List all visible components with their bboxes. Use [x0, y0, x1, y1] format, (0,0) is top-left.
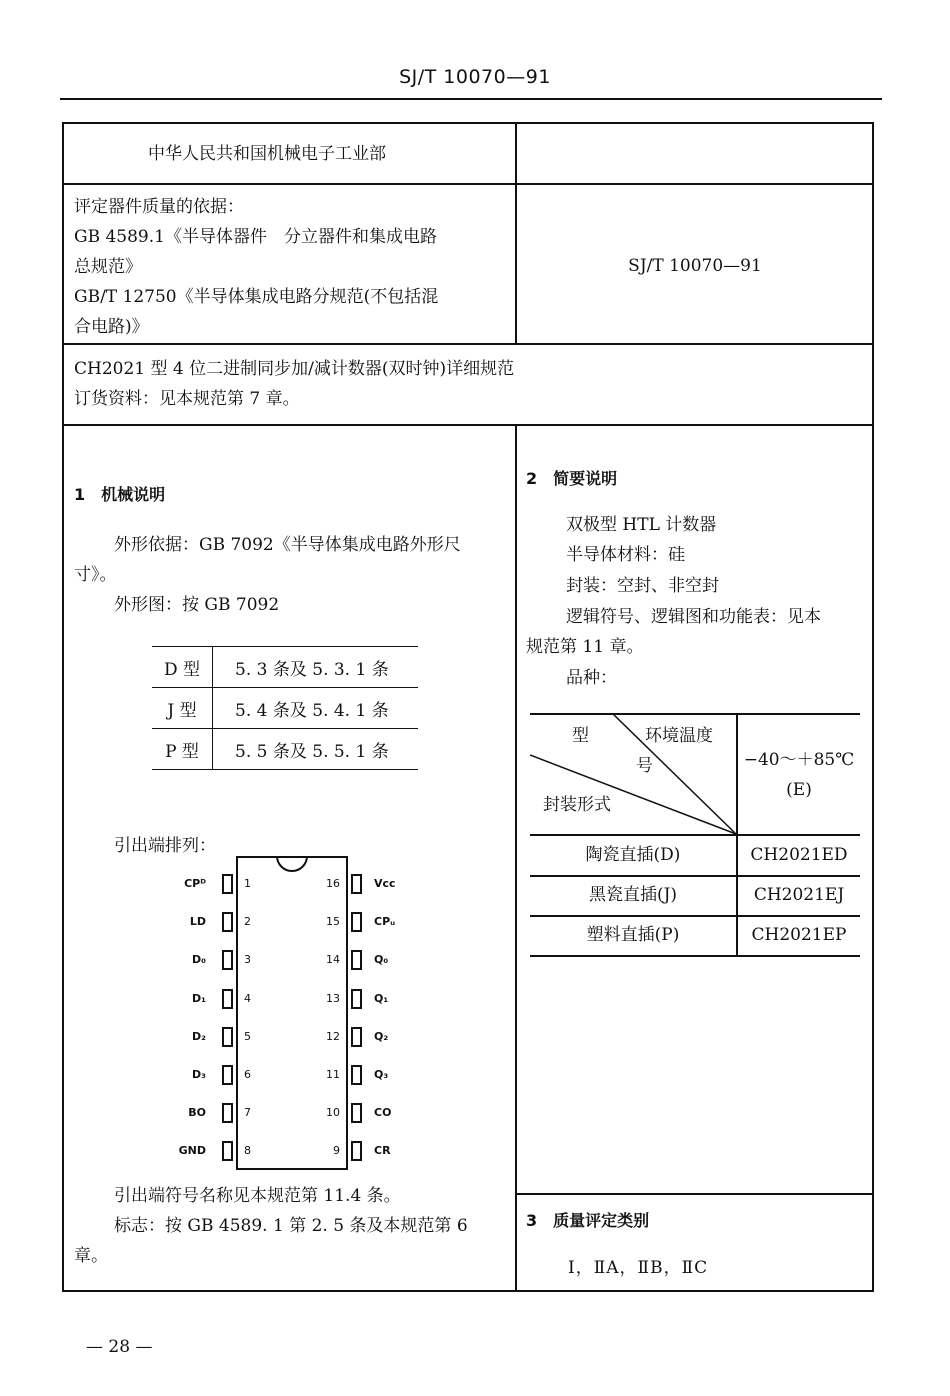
- pin-symbol-note: 引出端符号名称见本规范第 11.4 条。: [114, 1186, 401, 1206]
- package-ref: 5. 3 条及 5. 3. 1 条: [213, 647, 419, 688]
- column-divider-body: [515, 424, 517, 1292]
- quality-categories: Ⅰ，ⅡA，ⅡB，ⅡC: [568, 1258, 709, 1278]
- brief-line: 封装：空封、非空封: [566, 576, 719, 596]
- pin-lead: [222, 989, 233, 1009]
- pin-number: 10: [326, 1106, 340, 1120]
- pin-number: 9: [333, 1144, 340, 1158]
- pin-lead: [351, 950, 362, 970]
- outline-basis-line2: 寸》。: [74, 565, 117, 585]
- pin-name: CR: [374, 1144, 391, 1158]
- pin-lead: [222, 1027, 233, 1047]
- diag-temp-label: 环境温度: [645, 726, 713, 746]
- pin-name: Q₃: [374, 1068, 389, 1081]
- package-table: [152, 646, 418, 770]
- pin-name: Q₁: [374, 991, 389, 1005]
- package-ref: 5. 4 条及 5. 4. 1 条: [213, 688, 419, 729]
- brief-line: 双极型 HTL 计数器: [566, 515, 717, 535]
- pin1-notch: [276, 856, 308, 876]
- pin-name: D₀: [192, 953, 206, 967]
- diag-num-label: 号: [636, 756, 653, 776]
- pin-lead: [222, 950, 233, 970]
- variant-package: 陶瓷直插(D): [585, 845, 681, 865]
- marking-line1: 标志：按 GB 4589. 1 第 2. 5 条及本规范第 6: [114, 1216, 468, 1236]
- pin-name: Vcc: [374, 877, 396, 890]
- page-number: — 28 —: [86, 1337, 153, 1357]
- diag-type-label: 型: [572, 726, 589, 746]
- outline-basis-line1: 外形依据：GB 7092《半导体集成电路外形尺: [114, 535, 461, 555]
- dip16-package: [236, 856, 348, 1170]
- basis-line: GB 4589.1《半导体器件 分立器件和集成电路: [74, 227, 437, 247]
- pin-name: GND: [178, 1144, 206, 1158]
- variant-part-number: CH2021EJ: [753, 885, 845, 905]
- pin-number: 3: [244, 953, 251, 967]
- pin-name: CO: [374, 1106, 392, 1120]
- column-divider-top: [515, 122, 517, 344]
- temp-range: −40～＋85℃: [743, 750, 855, 770]
- section2-heading: 2 简要说明: [526, 469, 618, 488]
- marking-line2: 章。: [74, 1246, 108, 1266]
- basis-line: 合电路)》: [74, 317, 149, 337]
- brief-line: 半导体材料：硅: [566, 545, 685, 565]
- variant-table-bottom: [530, 955, 860, 957]
- outline-drawing: 外形图：按 GB 7092: [114, 595, 280, 615]
- pin-name: Q₂: [374, 1029, 389, 1043]
- pin-number: 13: [326, 991, 340, 1005]
- pin-lead: [222, 1065, 233, 1085]
- header-doc-number: SJ/T 10070—91: [399, 66, 551, 88]
- section3-divider: [515, 1193, 874, 1195]
- table-row: [152, 688, 418, 729]
- variant-package: 塑料直插(P): [586, 925, 680, 945]
- variant-part-number: CH2021EP: [751, 925, 847, 945]
- pin-number: 1: [244, 877, 251, 890]
- spec-number: SJ/T 10070—91: [628, 256, 762, 276]
- pin-name: BO: [188, 1106, 206, 1120]
- basis-line: 总规范》: [74, 257, 142, 277]
- ordering-info: 订货资料：见本规范第 7 章。: [74, 389, 300, 409]
- package-type: J 型: [152, 688, 213, 729]
- pin-lead: [222, 1141, 233, 1161]
- pin-name: Q₀: [374, 953, 389, 967]
- pin-name: D₂: [192, 1029, 206, 1043]
- row-divider-2: [62, 343, 874, 345]
- pin-number: 14: [326, 953, 340, 967]
- pin-name: CPᴰ: [184, 877, 206, 890]
- pin-lead: [351, 1027, 362, 1047]
- pin-number: 12: [326, 1029, 340, 1043]
- pin-lead: [222, 912, 233, 932]
- pin-lead: [351, 989, 362, 1009]
- row-divider-1: [62, 183, 874, 185]
- pin-name: D₁: [192, 991, 206, 1005]
- temp-code: (E): [786, 780, 812, 800]
- pin-lead: [351, 1103, 362, 1123]
- package-type: P 型: [152, 729, 213, 770]
- pin-lead: [222, 1103, 233, 1123]
- variant-package: 黑瓷直插(J): [588, 885, 678, 905]
- row-divider-3: [62, 424, 874, 426]
- section3-heading: 3 质量评定类别: [526, 1211, 650, 1230]
- pin-number: 11: [326, 1068, 340, 1081]
- pin-number: 8: [244, 1144, 251, 1158]
- basis-line: GB/T 12750《半导体集成电路分规范(不包括混: [74, 287, 439, 307]
- brief-line: 品种：: [566, 668, 617, 688]
- package-ref: 5. 5 条及 5. 5. 1 条: [213, 729, 419, 770]
- variant-table-rule: [530, 875, 860, 877]
- pin-lead: [351, 912, 362, 932]
- pin-name: LD: [189, 915, 206, 929]
- section1-heading: 1 机械说明: [74, 485, 166, 504]
- variant-part-number: CH2021ED: [750, 845, 848, 865]
- basis-line: 评定器件质量的依据：: [74, 197, 244, 217]
- spec-title: CH2021 型 4 位二进制同步加/减计数器(双时钟)详细规范: [74, 359, 515, 379]
- pin-number: 6: [244, 1068, 251, 1081]
- brief-line: 规范第 11 章。: [526, 637, 644, 657]
- package-type: D 型: [152, 647, 213, 688]
- pin-number: 7: [244, 1106, 251, 1120]
- pin-name: D₃: [192, 1068, 206, 1081]
- brief-line: 逻辑符号、逻辑图和功能表：见本: [566, 607, 821, 627]
- variant-table-rule: [530, 915, 860, 917]
- pin-lead: [351, 874, 362, 894]
- table-row: [152, 729, 418, 770]
- table-row: [152, 647, 418, 688]
- diag-pkg-label: 封装形式: [543, 795, 611, 815]
- pin-number: 16: [326, 877, 340, 890]
- pin-lead: [222, 874, 233, 894]
- ministry-name: 中华人民共和国机械电子工业部: [148, 144, 386, 164]
- header-rule: [60, 98, 882, 100]
- pinout-label: 引出端排列：: [114, 836, 216, 856]
- pin-number: 2: [244, 915, 251, 929]
- pin-lead: [351, 1141, 362, 1161]
- pin-number: 15: [326, 915, 340, 929]
- quality-basis: [74, 192, 438, 342]
- pin-name: CPᵤ: [374, 915, 396, 929]
- pin-number: 5: [244, 1029, 251, 1043]
- pin-lead: [351, 1065, 362, 1085]
- pin-number: 4: [244, 991, 251, 1005]
